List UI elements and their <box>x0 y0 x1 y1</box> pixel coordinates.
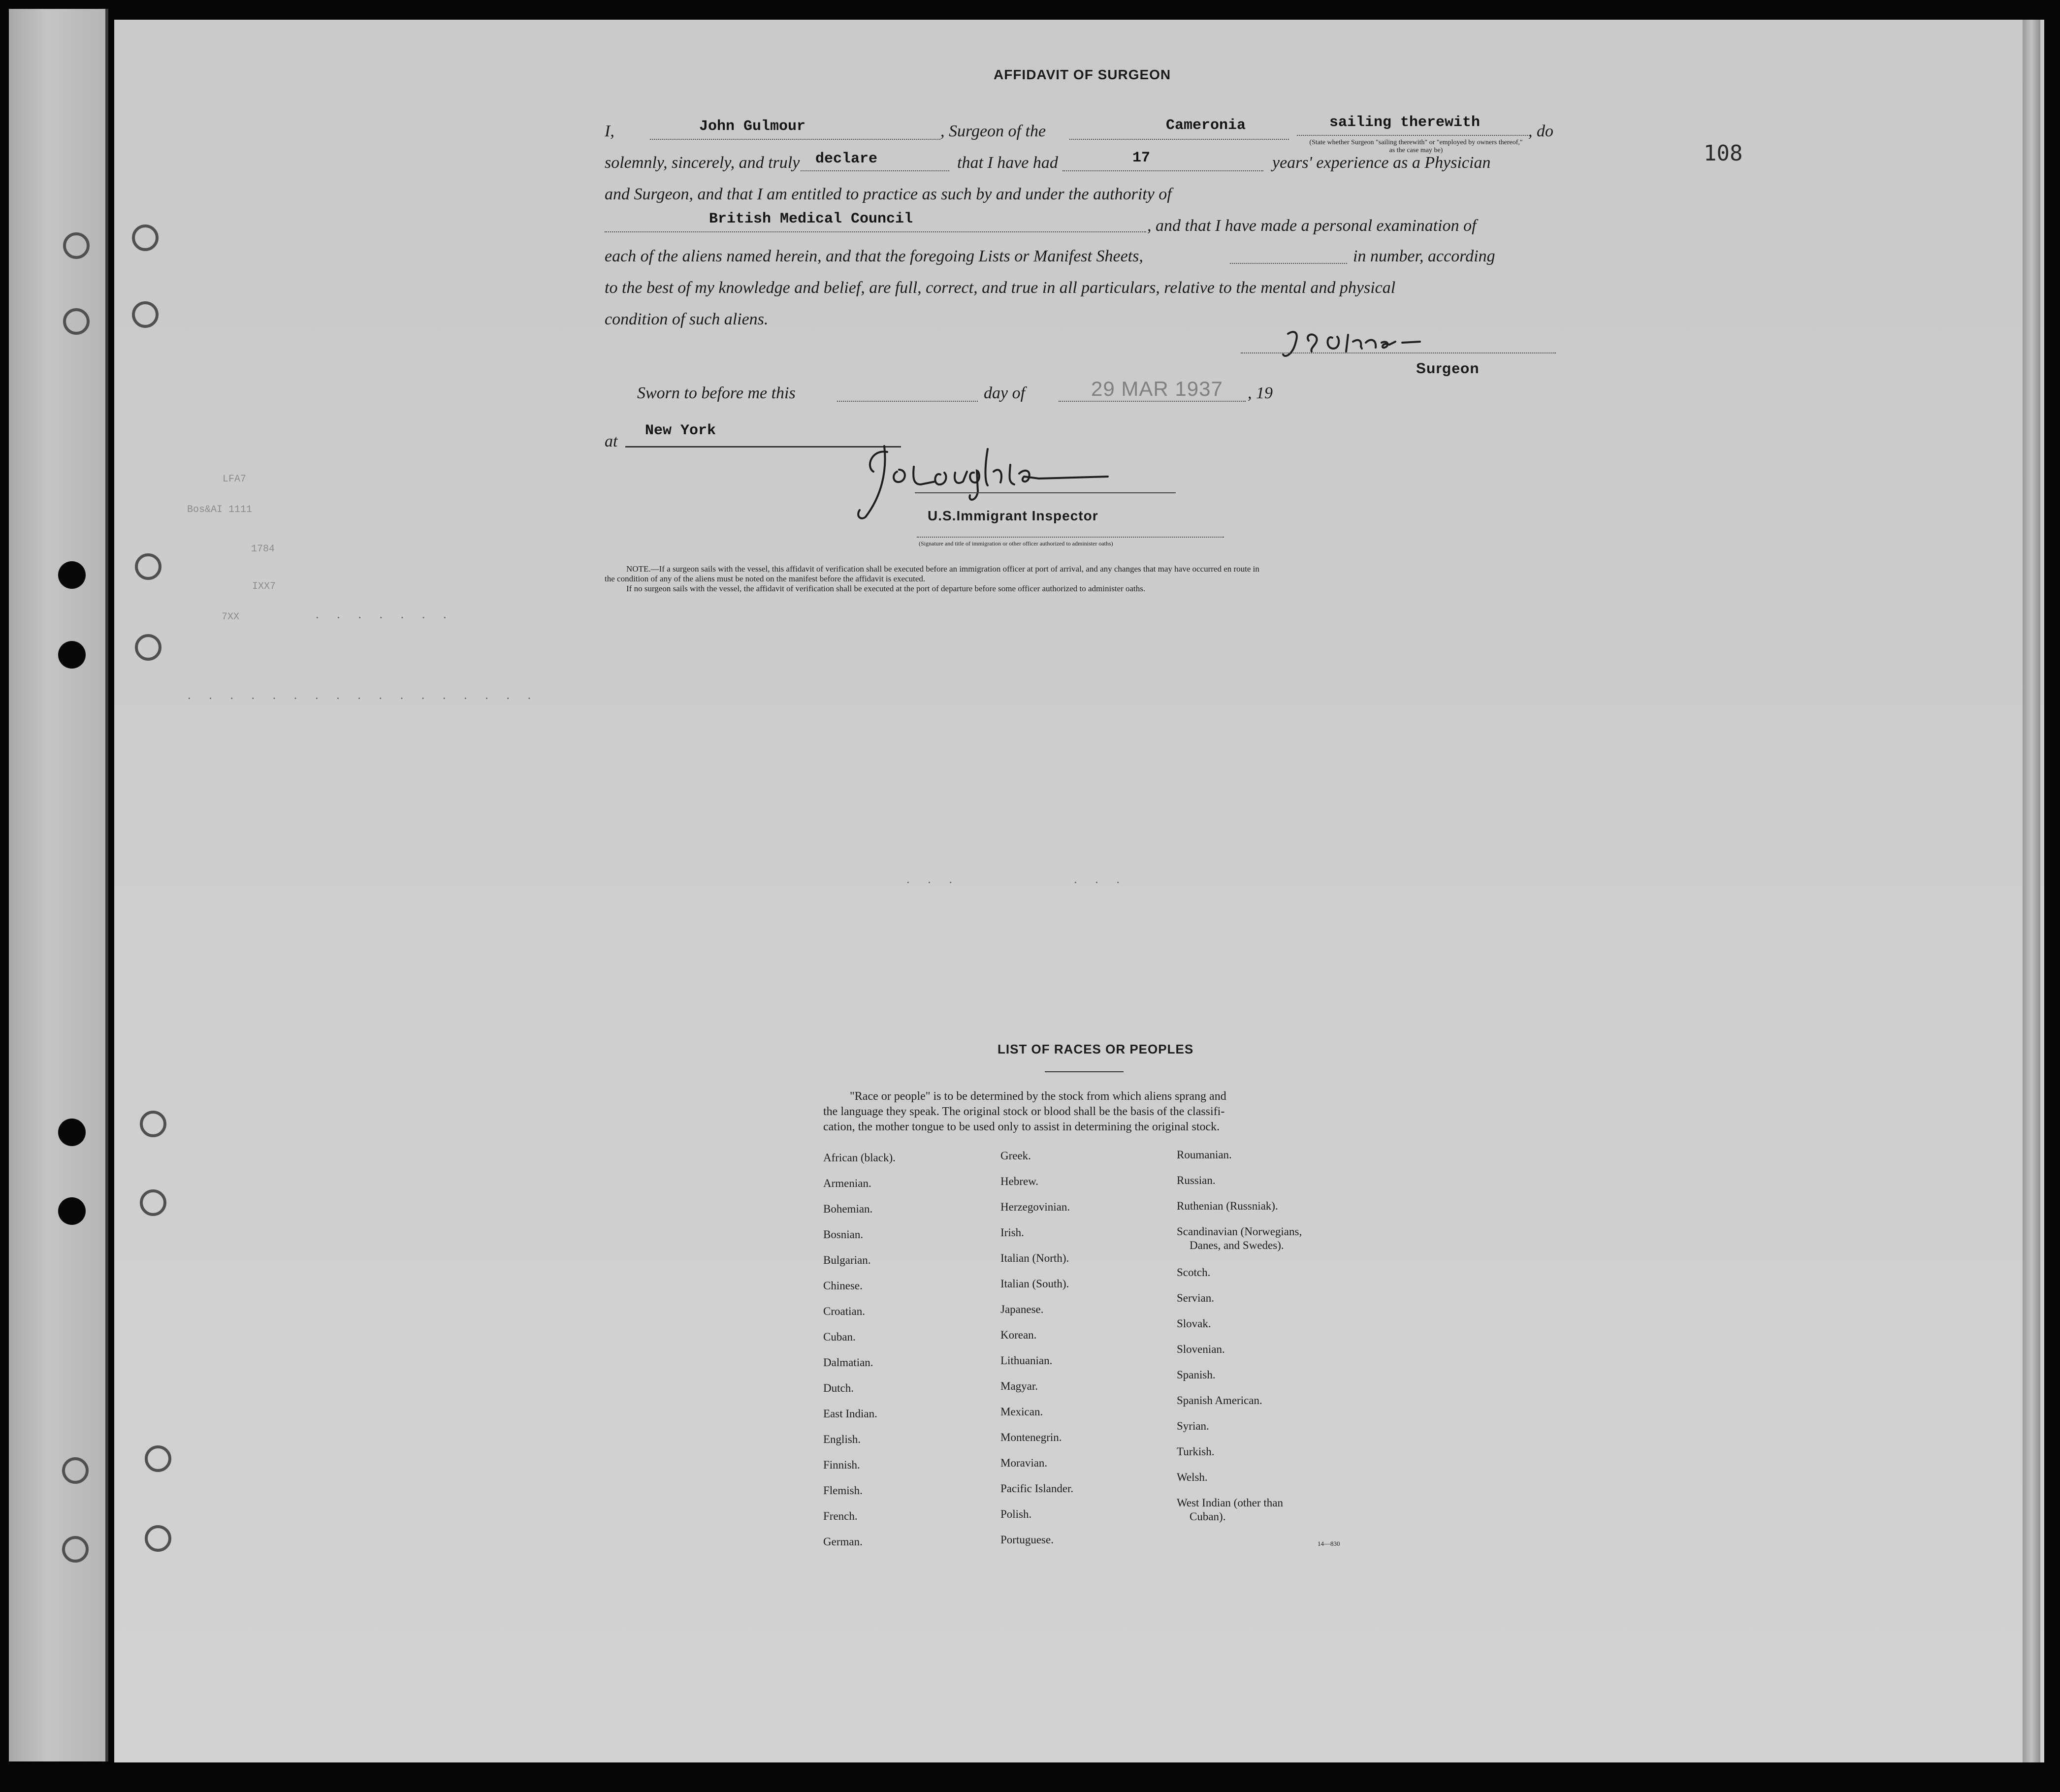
dotted-mark: · · · <box>906 875 960 890</box>
race-item: Bosnian. <box>823 1228 864 1241</box>
punch-hole <box>63 232 90 259</box>
punch-hole <box>145 1445 171 1472</box>
race-item: Italian (South). <box>1000 1278 1069 1290</box>
affidavit-text: , Surgeon of the <box>940 122 1046 140</box>
punch-hole <box>132 301 159 328</box>
inspector-title: U.S.Immigrant Inspector <box>928 508 1098 523</box>
races-title: LIST OF RACES OR PEOPLES <box>998 1042 1194 1056</box>
blank-line <box>605 231 1146 232</box>
race-item: Turkish. <box>1177 1445 1215 1458</box>
bleed-through-mark: 1784 <box>251 544 275 555</box>
race-item: Scotch. <box>1177 1266 1211 1279</box>
blank-line <box>1059 401 1246 402</box>
races-intro-line: cation, the mother tongue to be used only to assist in determining the original stock. <box>823 1120 1220 1133</box>
race-item: East Indian. <box>823 1408 877 1420</box>
blank-line <box>917 537 1224 538</box>
punch-hole <box>58 1119 86 1146</box>
race-item: Irish. <box>1000 1226 1024 1239</box>
affidavit-title: AFFIDAVIT OF SURGEON <box>994 67 1171 82</box>
races-column-1 <box>823 1151 896 1561</box>
affidavit-text: , do <box>1528 122 1553 140</box>
affidavit-text: I, <box>605 122 614 140</box>
race-item: Montenegrin. <box>1000 1431 1062 1443</box>
note-line: the condition of any of the aliens must be noted on the manifest before the affidavit is executed. <box>605 574 926 583</box>
race-item: Mexican. <box>1000 1406 1043 1418</box>
punch-hole <box>62 1457 89 1484</box>
binder-strip <box>9 9 108 1761</box>
declare-word: declare <box>815 151 878 167</box>
race-item: Armenian. <box>823 1177 871 1189</box>
race-item: Cuban). <box>1190 1510 1226 1523</box>
sailing-status: sailing therewith <box>1329 114 1481 131</box>
punch-hole <box>140 1189 166 1216</box>
punch-hole <box>145 1525 171 1552</box>
race-item: German. <box>823 1536 863 1548</box>
race-item: Finnish. <box>823 1459 860 1471</box>
race-item: Japanese. <box>1000 1303 1044 1315</box>
affidavit-text: solemnly, sincerely, and truly <box>605 154 800 172</box>
race-item: Slovak. <box>1177 1317 1211 1330</box>
race-item: French. <box>823 1510 858 1522</box>
punch-hole <box>135 553 161 580</box>
authority-name: British Medical Council <box>709 211 913 227</box>
race-item: Welsh. <box>1177 1471 1208 1483</box>
inspector-caption: (Signature and title of immigration or other officer authorized to administer oaths) <box>919 540 1113 547</box>
race-item: Pacific Islander. <box>1000 1482 1074 1495</box>
affidavit-text: , and that I have made a personal examination of <box>1147 217 1477 235</box>
race-item: Korean. <box>1000 1329 1037 1341</box>
date-stamp: 29 MAR 1937 <box>1091 377 1223 400</box>
race-item: African (black). <box>823 1152 896 1164</box>
race-item: Dutch. <box>823 1382 854 1394</box>
bleed-through-mark: 7XX <box>222 611 240 623</box>
affidavit-text: day of <box>984 384 1026 402</box>
affidavit-text: in number, according <box>1353 247 1495 265</box>
surgeon-label: Surgeon <box>1416 360 1480 377</box>
affidavit-text: that I have had <box>957 154 1058 172</box>
signature-line <box>915 492 1176 493</box>
punch-hole <box>135 634 161 661</box>
bleed-through-mark: LFA7 <box>223 474 247 485</box>
punch-hole <box>132 224 159 251</box>
affidavit-text: each of the aliens named herein, and that the foregoing Lists or Manifest Sheets, <box>605 247 1143 265</box>
races-column-3 <box>1177 1148 1302 1536</box>
affidavit-text: at <box>605 432 618 450</box>
dotted-mark: · · · · · · · <box>315 610 454 625</box>
punch-hole <box>58 1197 86 1225</box>
sailing-note: (State whether Surgeon "sailing therewith" or "employed by owners thereof," as the case may be) <box>1309 139 1523 154</box>
race-item: Danes, and Swedes). <box>1190 1239 1284 1251</box>
race-item: Slovenian. <box>1177 1343 1225 1355</box>
race-item: Lithuanian. <box>1000 1354 1053 1367</box>
years-experience: 17 <box>1132 150 1151 166</box>
race-item: Greek. <box>1000 1150 1031 1162</box>
punch-hole <box>140 1111 166 1137</box>
race-item: Polish. <box>1000 1508 1032 1520</box>
race-item: Roumanian. <box>1177 1149 1232 1161</box>
races-column-2 <box>1000 1149 1073 1559</box>
races-intro-line: the language they speak. The original stock or blood shall be the basis of the classifi- <box>823 1105 1225 1118</box>
signature-line <box>1241 352 1556 353</box>
dotted-mark: · · · · · · · · · · · · · · · · · <box>187 691 539 705</box>
blank-line <box>1297 135 1528 136</box>
vessel-name: Cameronia <box>1166 117 1246 134</box>
race-item: Cuban. <box>823 1331 856 1343</box>
races-intro-line: "Race or people" is to be determined by the stock from which aliens sprang and <box>850 1090 1226 1103</box>
blank-line <box>650 139 940 140</box>
race-item: Russian. <box>1177 1174 1216 1186</box>
blank-line <box>1069 139 1289 140</box>
title-rule <box>1045 1071 1124 1072</box>
race-item: Bulgarian. <box>823 1254 871 1266</box>
blank-line <box>801 170 949 171</box>
blank-line <box>1062 170 1263 171</box>
note-line: NOTE.—If a surgeon sails with the vessel, this affidavit of verification shall be executed before an immigration officer at port of arrival, and any changes that may have occurred en route in <box>626 564 1259 574</box>
race-item: Italian (North). <box>1000 1252 1069 1264</box>
race-item: West Indian (other than <box>1177 1497 1283 1509</box>
form-code: 14—830 <box>1318 1540 1340 1547</box>
page-number: 108 <box>1704 141 1743 166</box>
place-name: New York <box>645 422 716 439</box>
race-item: Bohemian. <box>823 1203 873 1215</box>
race-item: Hebrew. <box>1000 1175 1039 1187</box>
punch-hole <box>63 308 90 335</box>
blank-line <box>837 401 978 402</box>
note-line: If no surgeon sails with the vessel, the affidavit of verification shall be executed at the port of departure before some officer authorized to administer oaths. <box>626 584 1146 593</box>
surgeon-name: John Gulmour <box>699 118 806 135</box>
surgeon-signature <box>1279 320 1486 364</box>
race-item: Chinese. <box>823 1280 863 1292</box>
punch-hole <box>58 641 86 669</box>
race-item: Scandinavian (Norwegians, <box>1177 1225 1302 1238</box>
affidavit-text: , 19 <box>1248 384 1273 402</box>
punch-hole <box>62 1536 89 1563</box>
race-item: Servian. <box>1177 1292 1215 1304</box>
race-item: Portuguese. <box>1000 1534 1054 1546</box>
race-item: Flemish. <box>823 1484 863 1497</box>
race-item: Magyar. <box>1000 1380 1038 1392</box>
affidavit-text: Sworn to before me this <box>637 384 796 402</box>
bleed-through-mark: IXX7 <box>252 581 276 592</box>
affidavit-text: to the best of my knowledge and belief, are full, correct, and true in all particulars, relative to the mental and physical <box>605 279 1396 297</box>
affidavit-text: condition of such aliens. <box>605 310 769 328</box>
punch-hole <box>58 561 86 589</box>
race-item: Spanish American. <box>1177 1394 1262 1407</box>
race-item: Ruthenian (Russniak). <box>1177 1200 1278 1212</box>
race-item: Croatian. <box>823 1305 865 1317</box>
race-item: English. <box>823 1433 861 1445</box>
race-item: Spanish. <box>1177 1369 1216 1381</box>
race-item: Moravian. <box>1000 1457 1048 1469</box>
blank-line <box>1230 263 1347 264</box>
page-edge <box>2023 20 2040 1762</box>
bleed-through-mark: Bos&AI 1111 <box>187 504 253 515</box>
affidavit-text: and Surgeon, and that I am entitled to practice as such by and under the authority of <box>605 185 1172 203</box>
race-item: Herzegovinian. <box>1000 1201 1070 1213</box>
race-item: Dalmatian. <box>823 1356 873 1369</box>
race-item: Syrian. <box>1177 1420 1209 1432</box>
affidavit-text: years' experience as a Physician <box>1272 154 1491 172</box>
dotted-mark: · · · <box>1073 875 1127 890</box>
